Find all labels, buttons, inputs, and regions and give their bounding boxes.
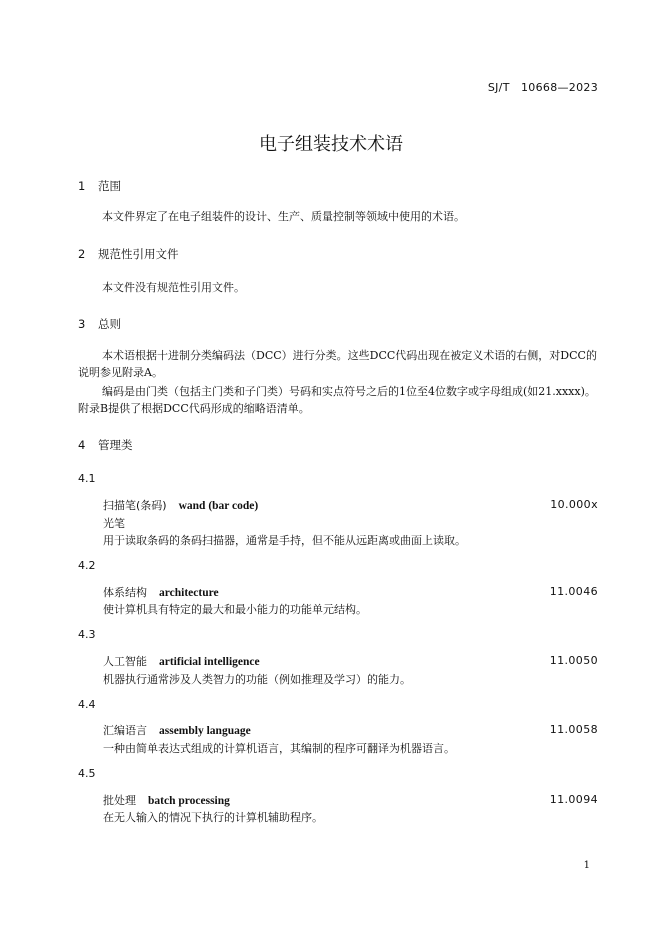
section-heading-4	[78, 437, 133, 453]
section-2-paragraph: 本文件没有规范性引用文件。	[102, 281, 245, 294]
dcc-code: 11.0058	[549, 723, 598, 736]
term-english: architecture	[159, 587, 219, 599]
term-chinese: 体系结构	[103, 586, 147, 599]
dcc-code: 10.000x	[550, 498, 598, 511]
term-chinese: 汇编语言	[103, 724, 147, 737]
term-chinese: 人工智能	[103, 655, 147, 668]
term-english: artificial intelligence	[159, 656, 260, 668]
term-english: wand (bar code)	[178, 500, 259, 512]
section-heading-1	[78, 178, 121, 194]
term-number: 4.1	[78, 472, 96, 485]
term-english: batch processing	[148, 795, 230, 807]
standard-number: SJ/T 10668—2023	[487, 81, 598, 94]
term-number: 4.4	[78, 698, 96, 711]
section-title: 总则	[98, 317, 121, 331]
term-number: 4.3	[78, 628, 96, 641]
term-chinese: 扫描笔(条码)	[103, 499, 167, 512]
term-definition: 使计算机具有特定的最大和最小能力的功能单元结构。	[103, 603, 367, 616]
section-heading-2	[78, 246, 179, 262]
section-number: 3	[78, 317, 86, 331]
term-title	[103, 584, 219, 600]
dcc-code: 11.0094	[549, 793, 598, 806]
section-3-paragraph-2: 编码是由门类（包括主门类和子门类）号码和实点符号之后的1位至4位数字或字母组成(如21.xxxx)。附录B提供了根据DCC代码形成的缩略语清单。	[78, 385, 596, 415]
section-3-paragraph-1: 本术语根据十进制分类编码法（DCC）进行分类。这些DCC代码出现在被定义术语的右侧，对DCC的说明参见附录A。	[78, 349, 597, 379]
term-chinese: 批处理	[103, 794, 136, 807]
term-synonym: 光笔	[103, 517, 125, 530]
term-number: 4.5	[78, 767, 96, 780]
dcc-code: 11.0046	[549, 585, 598, 598]
section-number: 4	[78, 438, 86, 452]
dcc-code: 11.0050	[549, 654, 598, 667]
term-definition: 用于读取条码的条码扫描器，通常是手持，但不能从远距离或曲面上读取。	[103, 534, 466, 547]
section-heading-3	[78, 316, 121, 332]
term-title	[103, 653, 260, 669]
term-title	[103, 497, 258, 513]
section-title: 范围	[98, 179, 121, 193]
term-definition: 在无人输入的情况下执行的计算机辅助程序。	[103, 811, 323, 824]
section-number: 1	[78, 179, 86, 193]
section-title: 管理类	[98, 438, 133, 452]
section-title: 规范性引用文件	[98, 247, 179, 261]
document-title: 电子组装技术术语	[259, 134, 403, 155]
term-title	[103, 722, 251, 738]
term-definition: 一种由简单表达式组成的计算机语言，其编制的程序可翻译为机器语言。	[103, 742, 455, 755]
term-number: 4.2	[78, 559, 96, 572]
term-definition: 机器执行通常涉及人类智力的功能（例如推理及学习）的能力。	[103, 673, 411, 686]
term-title	[103, 792, 230, 808]
section-number: 2	[78, 247, 86, 261]
section-1-paragraph: 本文件界定了在电子组装件的设计、生产、质量控制等领域中使用的术语。	[102, 210, 465, 223]
term-english: assembly language	[159, 725, 251, 737]
page-number: 1	[583, 860, 590, 871]
